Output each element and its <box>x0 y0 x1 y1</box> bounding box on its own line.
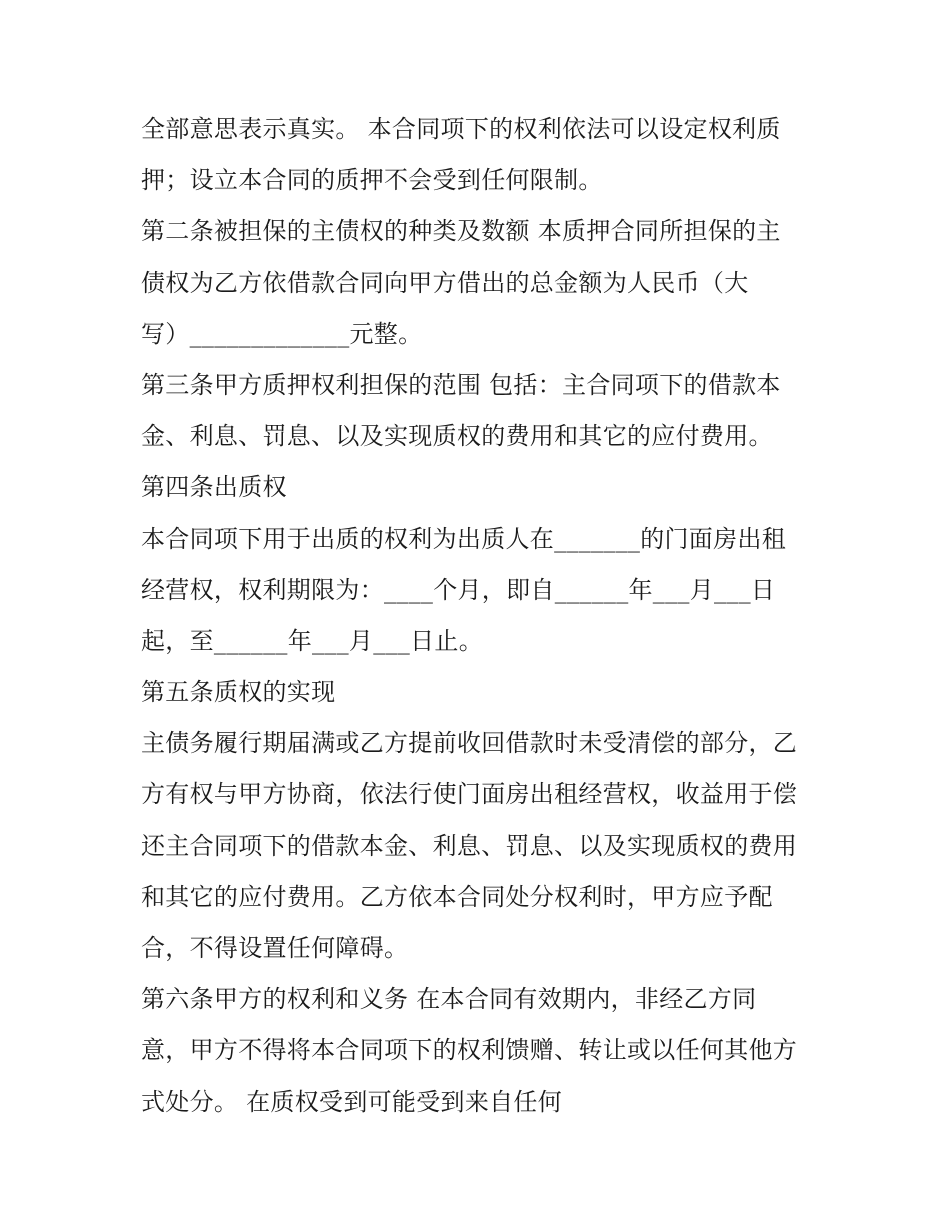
text-line: 方有权与甲方协商，依法行使门面房出租经营权，收益用于偿 <box>141 780 798 809</box>
date-blank-line: 起，至______年___月___日止。 <box>141 626 483 655</box>
text-line: 债权为乙方依借款合同向甲方借出的总金额为人民币（大 <box>141 268 749 297</box>
text-line: 还主合同项下的借款本金、利息、罚息、以及实现质权的费用 <box>141 831 798 860</box>
text-line: 和其它的应付费用。乙方依本合同处分权利时，甲方应予配 <box>141 882 773 911</box>
article-4-heading: 第四条出质权 <box>141 473 287 502</box>
article-2-heading-line: 第二条被担保的主债权的种类及数额 本质押合同所担保的主 <box>141 217 781 246</box>
article-6-heading-line: 第六条甲方的权利和义务 在本合同有效期内，非经乙方同 <box>141 985 757 1014</box>
text-line: 合，不得设置任何障碍。 <box>141 934 409 962</box>
text-line: 本合同项下用于出质的权利为出质人在_______的门面房出租 <box>141 524 786 553</box>
text-line: 押；设立本合同的质押不会受到任何限制。 <box>141 166 603 195</box>
term-blank-line: 经营权，权利期限为：____个月，即自______年___月___日 <box>141 575 776 604</box>
text-line: 意，甲方不得将本合同项下的权利馈赠、转让或以任何其他方 <box>141 1036 798 1065</box>
text-line: 全部意思表示真实。 本合同项下的权利依法可以设定权利质 <box>141 115 781 143</box>
article-5-heading: 第五条质权的实现 <box>141 678 336 707</box>
document-body <box>141 104 821 1128</box>
text-line: 式处分。 在质权受到可能受到来自任何 <box>141 1087 563 1116</box>
amount-blank-line: 写）_____________元整。 <box>141 319 423 348</box>
text-line: 主债务履行期届满或乙方提前收回借款时未受清偿的部分，乙 <box>141 729 798 758</box>
article-3-heading-line: 第三条甲方质押权利担保的范围 包括：主合同项下的借款本 <box>141 370 781 399</box>
text-line: 金、利息、罚息、以及实现质权的费用和其它的应付费用。 <box>141 422 773 451</box>
